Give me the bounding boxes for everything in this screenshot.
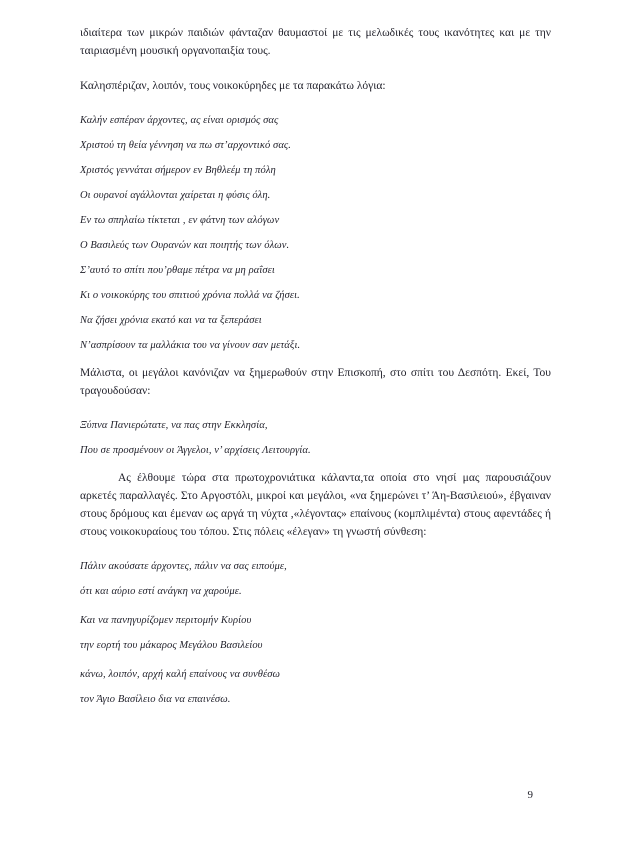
- carol-couplet: [80, 214, 551, 253]
- carol-couplet: [80, 314, 551, 353]
- verse-line: Να ζήσει χρόνια εκατό και να τα ξεπεράσει: [80, 315, 262, 326]
- verse-line: Καλήν εσπέραν άρχοντες, ας είναι ορισμός σας: [80, 115, 279, 126]
- verse-line: Ο Βασιλεύς των Ουρανών και ποιητής των όλων.: [80, 240, 290, 251]
- verse-line: Ν’ασπρίσουν τα μαλλάκια του να γίνουν σαν μετάξι.: [80, 340, 301, 351]
- verse-line: Κι ο νοικοκύρης του σπιτιού χρόνια πολλά να ζήσει.: [80, 290, 300, 301]
- verse-line: Χριστού τη θεία γέννηση να πω στ’αρχοντικό σας.: [80, 140, 292, 151]
- verse-line: Χριστός γεννάται σήμερον εν Βηθλεέμ τη πόλη: [80, 165, 276, 176]
- carol-couplet: [80, 419, 551, 458]
- christmas-carol-verses: [80, 112, 551, 353]
- episkopi-paragraph: Μάλιστα, οι μεγάλοι κανόνιζαν να ξημερωθούν στην Επισκοπή, στο σπίτι του Δεσπότη. Εκεί, Του τραγουδούσαν:: [80, 367, 551, 397]
- carol-couplet: [80, 264, 551, 303]
- carol-couplet: [80, 164, 551, 203]
- verse-line: Πάλιν ακούσατε άρχοντες, πάλιν να σας ειπούμε,: [80, 561, 287, 572]
- carol-couplet: [80, 614, 551, 653]
- carol-couplet: [80, 114, 551, 153]
- intro-paragraph: ιδιαίτερα των μικρών παιδιών φάνταζαν θαυμαστοί με τις μελωδικές τους ικανότητες και με την ταιριασμένη μουσική οργανοπαιξία τους.: [80, 27, 551, 57]
- despotis-carol-verses: [80, 417, 551, 458]
- verse-line: την εορτή του μάκαρος Μεγάλου Βασιλείου: [80, 640, 263, 651]
- carol-couplet: [80, 668, 551, 707]
- page-number: 9: [527, 789, 533, 801]
- carol-couplet: [80, 560, 551, 599]
- verse-line: τον Άγιο Βασίλειο δια να επαινέσω.: [80, 694, 231, 705]
- verse-line: Οι ουρανοί αγάλλονται χαίρεται η φύσις όλη.: [80, 190, 271, 201]
- newyear-carol-verses: [80, 558, 551, 707]
- verse-line: Ξύπνα Πανιερώτατε, να πας στην Εκκλησία,: [80, 420, 268, 431]
- verse-line: Και να πανηγυρίζομεν περιτομήν Κυρίου: [80, 615, 252, 626]
- newyear-paragraph: Ας έλθουμε τώρα στα πρωτοχρονιάτικα κάλαντα,τα οποία στο νησί μας παρουσιάζουν αρκετές παραλλαγές. Στο Αργοστόλι, μικροί και μεγάλοι, «να ξημερώνει τ’ Άη-Βασιλειού», έβγαιναν στους δρόμους και έμεναν ως αργά τη νύχτα ,«λέγοντας» επαίνους (κομπλιμέντα) στους αφεντάδες ή στους νοικοκυραίους του τόπου. Στις πόλεις «έλεγαν» τη γνωστή σύνθεση:: [80, 472, 551, 538]
- greeting-lead-paragraph: Καλησπέριζαν, λοιπόν, τους νοικοκύρηδες με τα παρακάτω λόγια:: [80, 80, 386, 92]
- verse-line: ότι και αύριο εστί ανάγκη να χαρούμε.: [80, 586, 242, 597]
- verse-line: Εν τω σπηλαίω τίκτεται , εν φάτνη των αλόγων: [80, 215, 280, 226]
- verse-line: Σ’αυτό το σπίτι που’ρθαμε πέτρα να μη ραΐσει: [80, 265, 275, 276]
- verse-line: Που σε προσμένουν οι Άγγελοι, ν’ αρχίσεις Λειτουργία.: [80, 445, 311, 456]
- verse-line: κάνω, λοιπόν, αρχή καλή επαίνους να συνθέσω: [80, 669, 281, 680]
